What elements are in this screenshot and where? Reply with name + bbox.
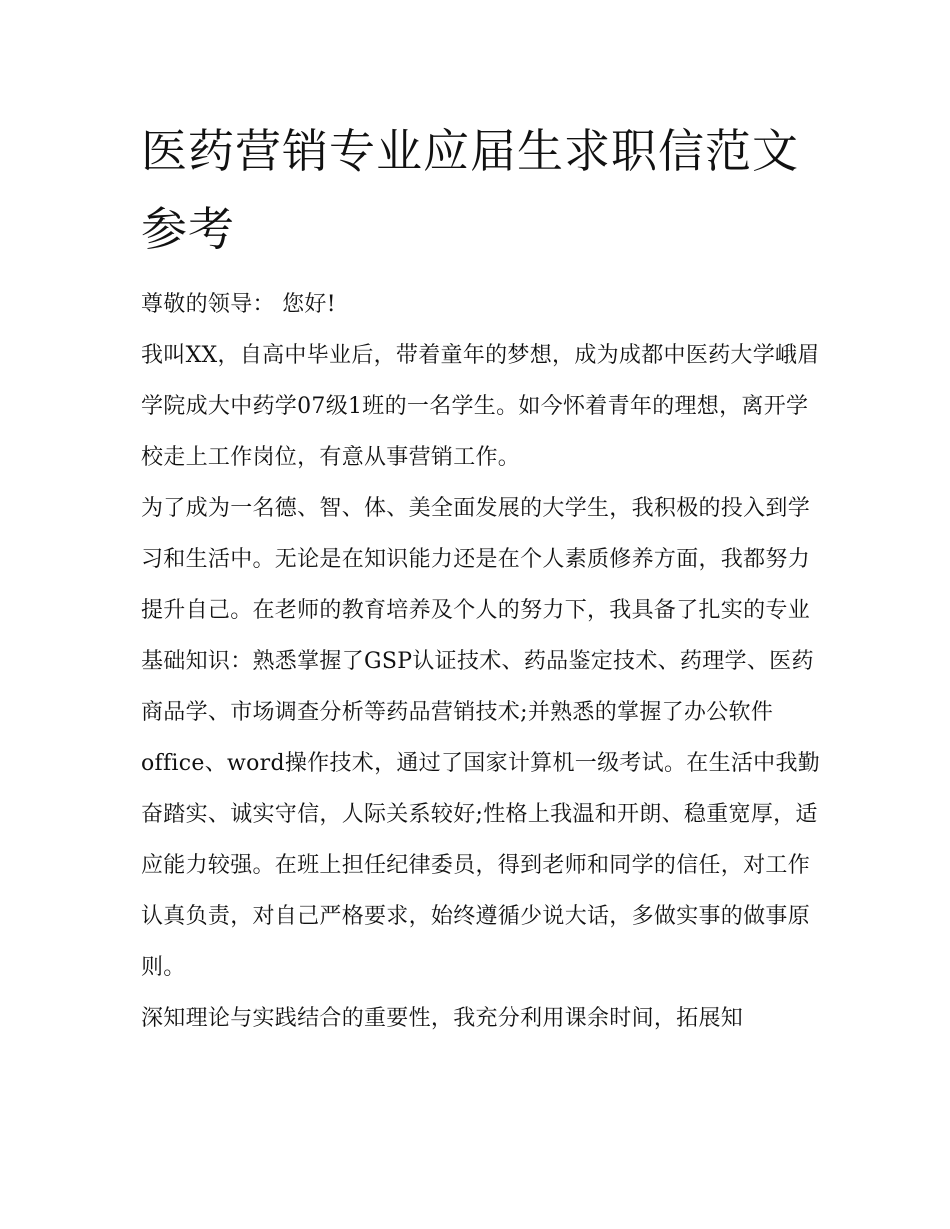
greeting-line: 尊敬的领导： 您好!	[141, 292, 336, 317]
paragraph-intro: 我叫XX，自高中毕业后，带着童年的梦想，成为成都中医药大学峨眉学院成大中药学07级1班的一名学生。如今怀着青年的理想，离开学校走上工作岗位，有意从事营销工作。	[141, 343, 820, 470]
paragraph-qualifications: 为了成为一名德、智、体、美全面发展的大学生，我积极的投入到学习和生活中。无论是在知识能力还是在个人素质修养方面，我都努力提升自己。在老师的教育培养及个人的努力下，我具备了扎实的专业基础知识：熟悉掌握了GSP认证技术、药品鉴定技术、药理学、医药商品学、市场调查分析等药品营销技术;并熟悉的掌握了办公软件office、word操作技术，通过了国家计算机一级考试。在生活中我勤奋踏实、诚实守信，人际关系较好;性格上我温和开朗、稳重宽厚，适应能力较强。在班上担任纪律委员，得到老师和同学的信任，对工作认真负责，对自己严格要求，始终遵循少说大话，多做实事的做事原则。	[141, 496, 821, 980]
document-page	[141, 112, 821, 1044]
document-title: 医药营销专业应届生求职信范文参考	[141, 124, 799, 256]
paragraph-practice: 深知理论与实践结合的重要性，我充分利用课余时间，拓展知	[141, 1006, 744, 1031]
